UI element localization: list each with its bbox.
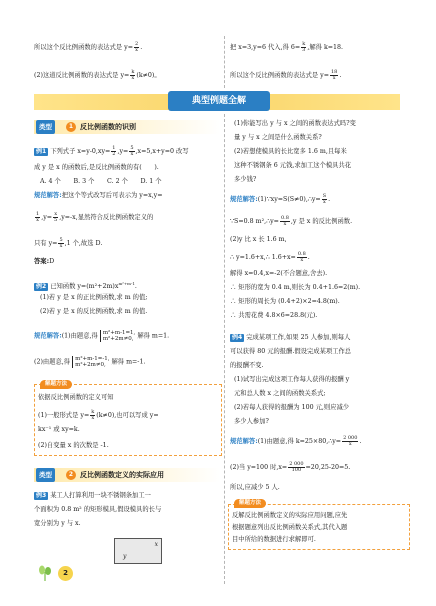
text: (1)∵xy=S(S≠0),∴y= bbox=[257, 196, 321, 203]
text: . bbox=[359, 438, 362, 445]
column-divider-top bbox=[224, 36, 225, 88]
ex4-line6: (2)若每人获得的报酬为 100 元,则应减少 bbox=[234, 404, 350, 411]
text: . bbox=[328, 196, 331, 203]
text: ,解得 k=18. bbox=[307, 44, 344, 51]
type2-tag: 类型 bbox=[36, 468, 55, 482]
fraction: $\frac{5}{x}$ bbox=[59, 237, 63, 249]
fraction: $\frac{1}{2}$ bbox=[112, 145, 116, 157]
method1-line3: kx⁻¹ 或 xy=k. bbox=[38, 426, 80, 433]
method2-line1: 反解反比例函数定义的实际应用问题,应先 bbox=[232, 512, 348, 519]
fraction: $\frac{5}{x}$ bbox=[130, 145, 134, 157]
text: ,y=-x,显然符合反比例函数定义的 bbox=[59, 214, 154, 221]
ex1-answer bbox=[34, 258, 54, 266]
method1-line4: (2)自变量 x 的次数是 -1. bbox=[38, 442, 109, 449]
text: ∴ y=1.6+x,∴ 1.6+x= bbox=[230, 254, 296, 261]
top-left-line1: 所以这个反比例函数的表达式是 y= $\frac{2}{x}$ . bbox=[34, 41, 143, 53]
column-divider bbox=[224, 114, 225, 584]
top-left-line2 bbox=[34, 70, 161, 81]
ex2-line2: (1)若 y 是 x 的正比例函数,求 m 的值; bbox=[40, 294, 148, 301]
solution-label: 规范解答: bbox=[230, 196, 258, 203]
ex4-line7: 多少人参加? bbox=[234, 418, 269, 425]
text: 只有 y= bbox=[34, 240, 58, 247]
text: 完成某项工作,如果 25 人参加,则每人 bbox=[246, 334, 351, 341]
fraction: $\frac{18}{x}$ bbox=[331, 69, 338, 81]
fraction: $\frac{0.8}{x}$ bbox=[297, 251, 306, 263]
method1-line1: 依据反比例函数的定义可知 bbox=[38, 394, 114, 401]
top-right-line2: 所以这个反比例函数的表达式是 y= $\frac{18}{x}$ . bbox=[230, 69, 342, 81]
text: (1)一般形式是 y= bbox=[38, 412, 90, 419]
type2-title: 反比例函数定义的实际应用 bbox=[80, 471, 164, 479]
text: 所以这个反比例函数的表达式是 y= bbox=[230, 72, 329, 79]
section-banner-title: 典型例题全解 bbox=[168, 91, 270, 111]
ex3-line2: 个面积为 0.8 m² 的矩形模具,假设模具的长与 bbox=[34, 506, 162, 513]
ex4-tag: 例4 bbox=[232, 334, 243, 341]
type1-number: 1 bbox=[66, 122, 76, 132]
ex4-line4: (1)试写出完成这项工作每人获得的报酬 y bbox=[234, 376, 350, 383]
ex3-q2b: 这种不锈钢条 6 元钱,求加工这个模具共花 bbox=[234, 162, 352, 169]
answer-value: D bbox=[49, 258, 55, 265]
text: ,x=5,x+y=0 改写 bbox=[135, 148, 189, 155]
ex1-solution-line2 bbox=[34, 212, 153, 223]
ex3-q1b: 量 y 与 x 之间是什么函数关系? bbox=[234, 134, 322, 141]
text: 所以这个反比例函数的表达式是 y= bbox=[34, 44, 133, 51]
solution-label: 规范解答: bbox=[230, 438, 258, 445]
exponent: m²+m-1 bbox=[118, 281, 135, 286]
ex3-sol6: ∴ 矩形的宽为 0.4 m,则长为 0.4+1.6=2(m). bbox=[230, 284, 361, 291]
ex3-sol4 bbox=[230, 252, 310, 263]
text: ∵S=0.8 m²,∴y= bbox=[230, 218, 279, 225]
ex3-q2c: 多少钱? bbox=[234, 176, 257, 183]
fraction: $\frac{2 000}{x}$ bbox=[343, 435, 358, 447]
text: 把这个等式改写后可表示为 y=x,y= bbox=[61, 192, 163, 199]
ex3-sol3: (2)y 比 x 长 1.6 m, bbox=[230, 236, 287, 243]
ex3-tag: 例3 bbox=[36, 492, 47, 499]
text: (1)由题意,得 k=25×80,∴y= bbox=[257, 438, 342, 445]
text: (1)由题意,得 bbox=[61, 332, 98, 340]
fraction: $\frac{2 000}{100}$ bbox=[289, 461, 304, 473]
text: . bbox=[134, 283, 137, 291]
equation-system: m²+m-1=-1, m²+2m≠0, bbox=[72, 356, 109, 368]
ex3-sol1 bbox=[230, 194, 330, 205]
text: 把 x=3,y=6 代入,得 6= bbox=[230, 44, 301, 51]
text: 某工人打算利用一块不锈钢条加工一 bbox=[50, 492, 151, 499]
ex3-line3: 宽分别为 y 与 x. bbox=[34, 520, 81, 527]
figure-label-x: x bbox=[154, 541, 158, 548]
type1-tag: 类型 bbox=[36, 120, 55, 134]
ex1-line2: 成 y 是 x 的函数后,是反比例函数的有( ). bbox=[34, 164, 159, 171]
ex3-sol7: ∴ 矩形的周长为 (0.4+2)×2=4.8(m). bbox=[230, 298, 340, 305]
fraction: $\frac{x}{5}$ bbox=[54, 211, 58, 223]
ex4-line2: 可以获得 80 元的报酬.假设完成某项工作总 bbox=[230, 348, 352, 355]
ex3-line1 bbox=[34, 492, 151, 500]
ex3-sol2 bbox=[230, 216, 352, 227]
fraction: $\frac{k}{x}$ bbox=[131, 69, 135, 81]
ex1-solution-line3 bbox=[34, 238, 102, 249]
text: . bbox=[307, 254, 310, 261]
text: (2)由题意,得 bbox=[34, 358, 71, 366]
text: (k≠0),也可以写成 y= bbox=[96, 412, 159, 419]
ex4-sol3: 所以,应减少 5 人. bbox=[230, 484, 280, 491]
fraction: $\frac{S}{x}$ bbox=[322, 193, 327, 205]
fraction: $\frac{k}{x}$ bbox=[91, 409, 95, 421]
text: ,y= bbox=[41, 214, 53, 221]
ex2-solution-line1 bbox=[34, 330, 169, 342]
method2-line3: 目中所给的数据进行求解即可. bbox=[232, 536, 316, 543]
ex3-sol5: 解得 x=0.4,x=-2(不合题意,舍去). bbox=[230, 270, 328, 277]
answer-label: 答案: bbox=[34, 258, 50, 265]
text: 下列式子 x=y-0,xy= bbox=[50, 148, 111, 155]
ex4-line5: 元和总人数 x 之间的函数关系式; bbox=[234, 390, 326, 397]
ex4-line3: 的报酬不变. bbox=[230, 362, 264, 369]
ex1-options: A. 4 个 B. 3 个 C. 2 个 D. 1 个 bbox=[40, 178, 162, 185]
ex1-tag: 例1 bbox=[36, 148, 47, 155]
leaf-decoration-icon bbox=[36, 564, 54, 582]
ex1-solution-line1 bbox=[34, 192, 163, 200]
ex4-line1 bbox=[230, 334, 350, 342]
ex3-q1: (1)你能写出 y 与 x 之间的函数表达式吗?变 bbox=[234, 120, 356, 127]
ex2-solution-line2 bbox=[34, 356, 145, 368]
fraction: $\frac{2}{x}$ bbox=[135, 41, 139, 53]
ex2-tag: 例2 bbox=[36, 283, 47, 291]
ex3-q2: (2)若想使模具的长比宽多 1.6 m,且每米 bbox=[234, 148, 347, 155]
text: ,y= bbox=[117, 148, 129, 155]
text: (k≠0)。 bbox=[136, 72, 161, 79]
ex2-line3: (2)若 y 是 x 的反比例函数,求 m 的值. bbox=[40, 308, 148, 315]
method1-line2 bbox=[38, 410, 159, 421]
text: 解得 m=1. bbox=[137, 332, 170, 340]
text: =20,25-20=5. bbox=[305, 464, 351, 471]
method2-line2: 根据题意列出反比例函数关系式,其代入题 bbox=[232, 524, 348, 531]
ex3-sol8: ∴ 共需花费 4.8×6=28.8(元). bbox=[230, 312, 318, 319]
type2-number: 2 bbox=[66, 470, 76, 480]
top-right-line1 bbox=[230, 42, 343, 53]
ex2-line1 bbox=[34, 280, 137, 291]
fraction: $\frac{k}{3}$ bbox=[302, 41, 306, 53]
method-tag-2: 解题方法 bbox=[234, 499, 266, 508]
method-tag-1: 解题方法 bbox=[40, 380, 72, 389]
fraction: $\frac{0.8}{x}$ bbox=[280, 215, 289, 227]
page-number: 2 bbox=[58, 566, 73, 581]
text: (2)当 y=100 时,x= bbox=[230, 464, 288, 471]
solution-label: 规范解答: bbox=[34, 332, 62, 340]
solution-label: 规范解答: bbox=[34, 192, 62, 199]
text: 已知函数 y=(m²+2m)x bbox=[50, 283, 119, 291]
text: ,y 是 x 的反比例函数. bbox=[290, 218, 353, 225]
text: (2)这道反比例函数的表达式是 y= bbox=[34, 72, 130, 79]
ex1-line1 bbox=[34, 146, 189, 157]
ex4-sol2 bbox=[230, 462, 350, 473]
fraction: $\frac{1}{x}$ bbox=[36, 211, 40, 223]
ex4-sol1 bbox=[230, 436, 361, 447]
text: 解得 m=-1. bbox=[111, 358, 146, 366]
type1-title: 反比例函数的识别 bbox=[80, 123, 136, 131]
mold-rectangle-figure bbox=[114, 538, 162, 564]
text: ,1 个,故选 D. bbox=[64, 240, 103, 247]
figure-label-y: y bbox=[123, 553, 127, 560]
equation-system: m²+m-1=1, m²+2m≠0, bbox=[100, 330, 135, 342]
